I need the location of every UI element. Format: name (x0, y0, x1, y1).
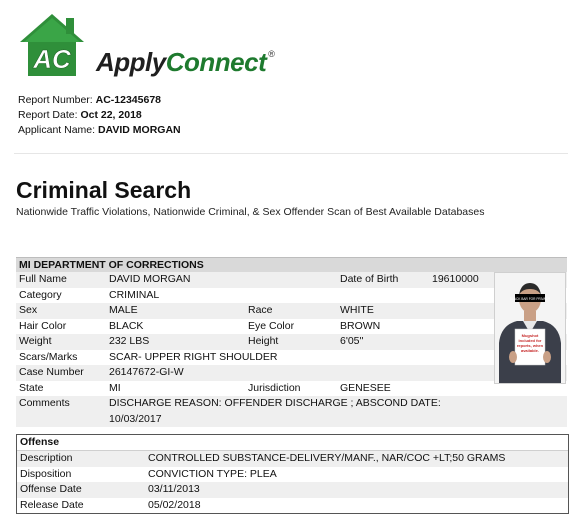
applyconnect-logo (18, 10, 278, 80)
divider (14, 153, 568, 154)
row-label-2: Date of Birth (340, 273, 399, 285)
row-value: MALE (109, 304, 138, 316)
registered-mark: ® (268, 49, 275, 59)
mugshot-illustration (495, 273, 565, 383)
row-value-2: WHITE (340, 304, 374, 316)
report-number-value: AC-12345678 (95, 94, 162, 106)
page-subtitle: Nationwide Traffic Violations, Nationwide Criminal, & Sex Offender Scan of Best Available Databases (16, 206, 485, 218)
brand-name-apply: Apply (96, 47, 166, 77)
row-label: Category (19, 288, 62, 301)
row-value: CONVICTION TYPE: PLEA (148, 467, 277, 480)
row-value: DISCHARGE REASON: OFFENDER DISCHARGE ; ABSCOND DATE: 10/03/2017 (109, 397, 441, 425)
row-value: 05/02/2018 (148, 498, 201, 511)
applicant-name-value: DAVID MORGAN (97, 124, 181, 136)
table-row (16, 381, 567, 397)
applicant-name-label: Applicant Name: (18, 124, 96, 136)
offense-section (16, 434, 569, 514)
row-label: Weight (19, 335, 52, 347)
row-value-2: 6'05'' (340, 335, 364, 347)
row-label-2: Race (248, 304, 273, 316)
mi-corrections-section (16, 257, 567, 427)
table-row (16, 365, 567, 381)
mugshot-sign-text: Mugshot included for reports, when available. (516, 333, 544, 353)
offense-heading: Offense (17, 435, 568, 451)
row-value: CONTROLLED SUBSTANCE-DELIVERY/MANF., NAR/COC +LT;50 GRAMS (148, 452, 506, 464)
table-row (17, 467, 568, 483)
row-label: Release Date (20, 498, 84, 511)
row-value: 232 LBS (109, 335, 150, 347)
row-value-2: BROWN (340, 319, 381, 332)
mugshot-photo (494, 272, 566, 384)
section-heading: MI DEPARTMENT OF CORRECTIONS (16, 257, 567, 272)
report-number-line (18, 93, 181, 108)
report-date-value: Oct 22, 2018 (80, 109, 142, 121)
row-label: Offense Date (20, 483, 82, 495)
table-row (16, 303, 567, 319)
table-row (16, 288, 567, 304)
report-number-label: Report Number: (18, 94, 93, 106)
table-row (16, 319, 567, 335)
row-label: State (19, 381, 44, 394)
row-value-2: 19610000 (432, 273, 479, 285)
applicant-name-line (18, 123, 181, 138)
row-label: Description (20, 452, 73, 464)
report-date-line (18, 108, 181, 123)
row-value: 26147672-GI-W (109, 366, 184, 378)
logo-mark-text: AC (33, 44, 71, 74)
row-label: Disposition (20, 467, 72, 480)
row-value: MI (109, 381, 121, 394)
table-row (17, 498, 568, 514)
row-value: 03/11/2013 (148, 483, 200, 495)
row-value: SCAR- UPPER RIGHT SHOULDER (109, 350, 278, 363)
brand-name (96, 47, 275, 78)
report-meta (18, 93, 181, 138)
row-label-2: Eye Color (248, 319, 295, 332)
row-label-2: Jurisdiction (248, 381, 301, 394)
table-row (17, 451, 568, 467)
house-logo-icon (18, 10, 98, 78)
table-row (16, 334, 567, 350)
brand-name-connect: Connect (165, 47, 267, 77)
row-value: CRIMINAL (109, 288, 160, 301)
row-value-2: GENESEE (340, 381, 391, 394)
row-label: Case Number (19, 366, 84, 378)
row-label: Comments (19, 397, 70, 409)
row-label: Hair Color (19, 319, 67, 332)
table-row (16, 272, 567, 288)
row-label: Scars/Marks (19, 350, 78, 363)
row-label: Sex (19, 304, 38, 316)
row-value: DAVID MORGAN (109, 273, 191, 285)
page-title: Criminal Search (16, 177, 192, 203)
table-row (16, 350, 567, 366)
table-row (17, 482, 568, 498)
table-row (16, 396, 567, 427)
row-value: BLACK (109, 319, 144, 332)
privacy-bar-text: BLACK BAR FOR PRIVACY (509, 297, 551, 301)
report-date-label: Report Date: (18, 109, 78, 121)
row-label: Full Name (19, 273, 67, 285)
row-label-2: Height (248, 335, 279, 347)
